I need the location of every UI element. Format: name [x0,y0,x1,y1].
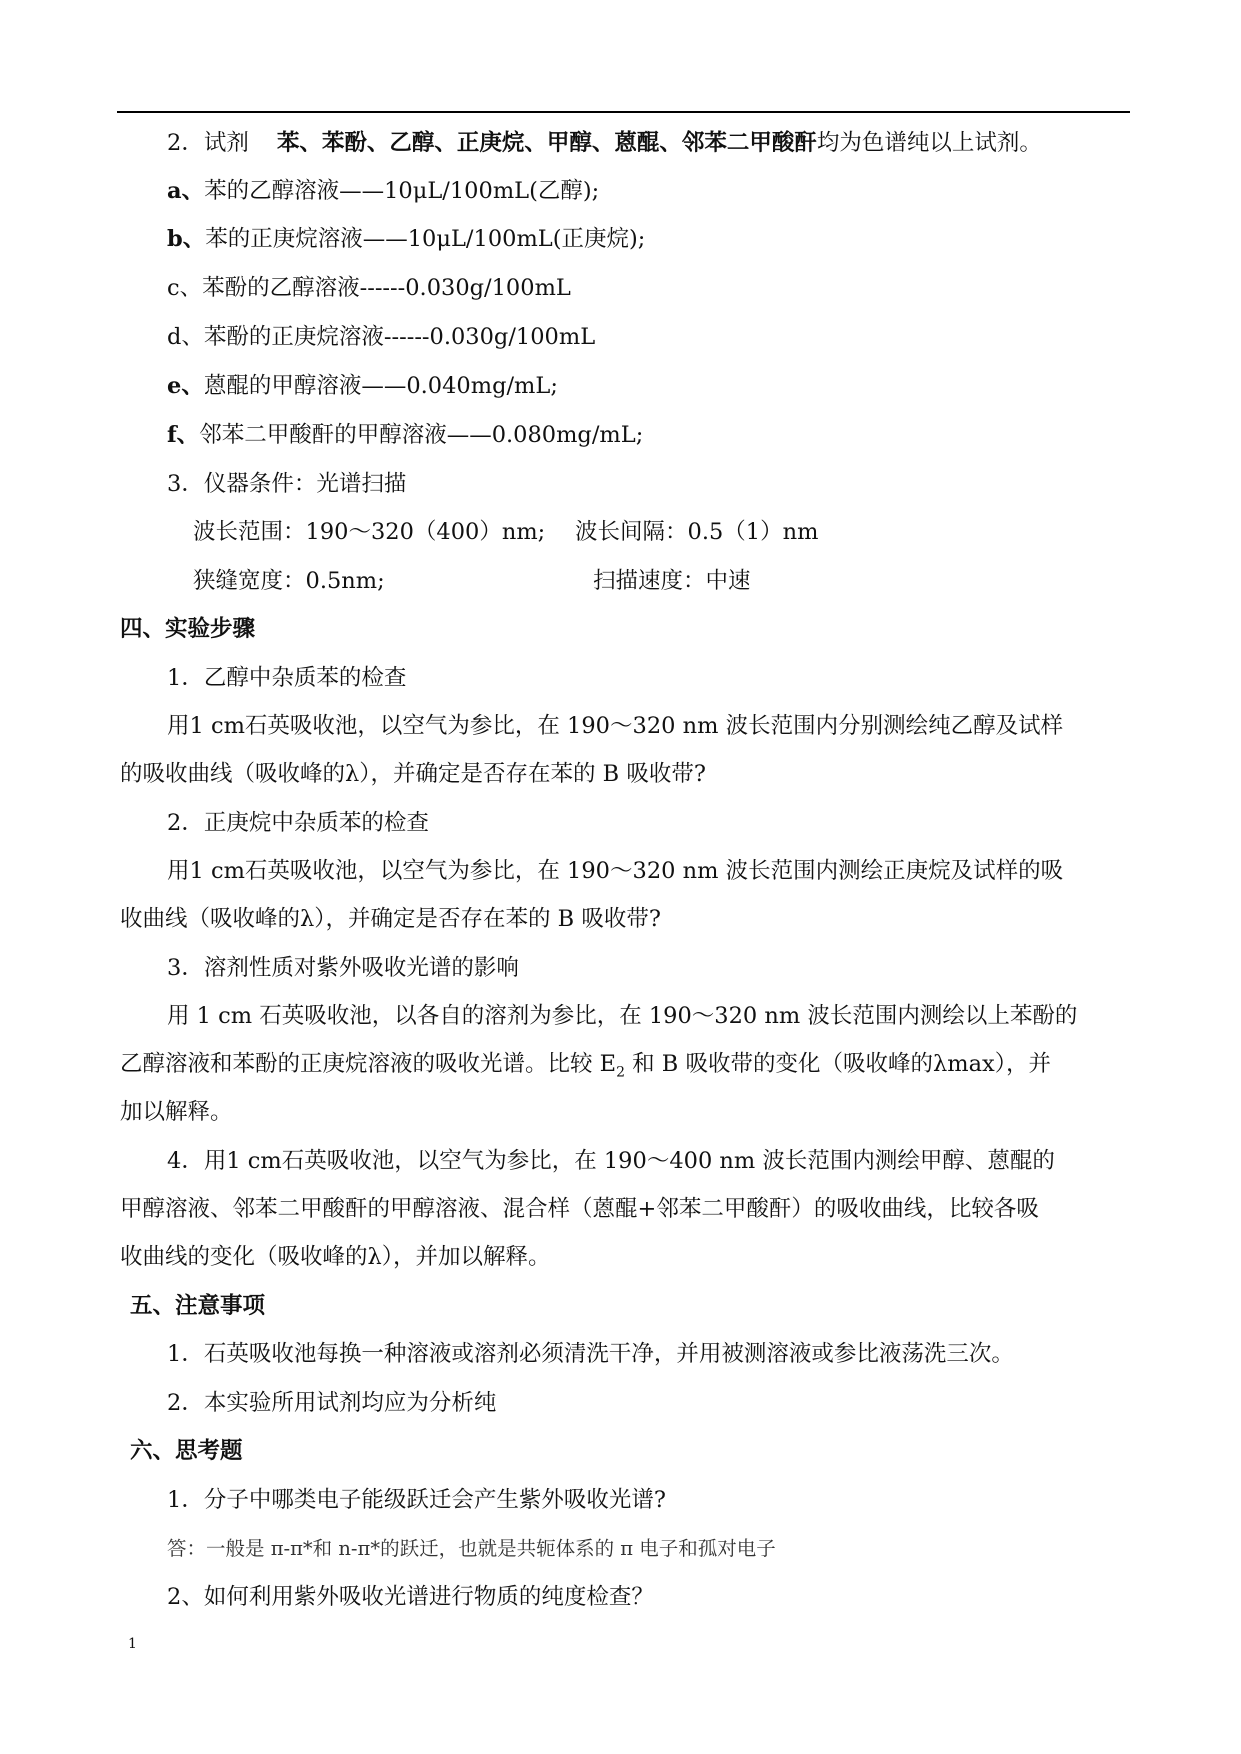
step1-text-cont: 的吸收曲线（吸收峰的λ），并确定是否存在苯的 B 吸收带? [120,761,706,787]
step3-text-end: 加以解释。 [120,1099,233,1125]
step2-text-cont: 收曲线（吸收峰的λ），并确定是否存在苯的 B 吸收带? [120,906,661,932]
reagent-item-e: e、蒽醌的甲醇溶液——0.040mg/mL; [167,373,558,399]
note-item-1: 1．石英吸收池每换一种溶液或溶剂必须清洗干净，并用被测溶液或参比液荡洗三次。 [167,1341,1014,1367]
reagent-item-f: f、邻苯二甲酸酐的甲醇溶液——0.080mg/mL; [167,422,644,448]
wavelength-interval: 波长间隔：0.5（1）nm [575,519,819,545]
reagent-item-c: c、苯酚的乙醇溶液------0.030g/100mL [167,275,571,301]
step1-text: 用1 cm石英吸收池，以空气为参比，在 190～320 nm 波长范围内分别测绘纯乙醇及试样 [167,713,1064,739]
answer-1: 答：一般是 π-π*和 n-π*的跃迁，也就是共轭体系的 π 电子和孤对电子 [167,1537,776,1560]
step4-text: 4．用1 cm石英吸收池，以空气为参比，在 190～400 nm 波长范围内测绘甲醇、蒽醌的 [167,1148,1055,1174]
section-heading-notes: 五、注意事项 [130,1293,266,1319]
step3-text: 用 1 cm 石英吸收池，以各自的溶剂为参比，在 190～320 nm 波长范围内测绘以上苯酚的 [167,1003,1078,1029]
question-1: 1．分子中哪类电子能级跃迁会产生紫外吸收光谱? [167,1487,666,1513]
step1-title: 1．乙醇中杂质苯的检查 [167,665,407,691]
scan-speed: 扫描速度：中速 [593,568,751,594]
section-heading-questions: 六、思考题 [130,1438,243,1464]
reagent-names: 苯、苯酚、乙醇、正庚烷、甲醇、蒽醌、邻苯二甲酸酐 [276,130,817,156]
section-heading-steps: 四、实验步骤 [120,616,256,642]
slit-width: 狭缝宽度：0.5nm; [193,568,385,594]
step3-title: 3．溶剂性质对紫外吸收光谱的影响 [167,955,519,981]
reagents-tail: 均为色谱纯以上试剂。 [816,130,1042,156]
wavelength-range: 波长范围：190～320（400）nm; [193,519,546,545]
step4-text-end: 收曲线的变化（吸收峰的λ），并加以解释。 [120,1244,551,1270]
step2-title: 2．正庚烷中杂质苯的检查 [167,810,429,836]
step4-text-cont: 甲醇溶液、邻苯二甲酸酐的甲醇溶液、混合样（蒽醌+邻苯二甲酸酐）的吸收曲线，比较各吸 [120,1196,1039,1222]
reagent-item-d: d、苯酚的正庚烷溶液------0.030g/100mL [167,324,596,350]
reagent-item-b: b、苯的正庚烷溶液——10μL/100mL(正庚烷); [167,226,646,252]
instrument-heading: 3．仪器条件：光谱扫描 [167,471,407,497]
page-number: 1 [128,1636,137,1652]
reagents-number: 2．试剂 [167,130,249,156]
reagent-item-a: a、苯的乙醇溶液——10μL/100mL(乙醇); [167,178,600,204]
step3-text-cont: 乙醇溶液和苯酚的正庚烷溶液的吸收光谱。比较 $E_2$ 和 B 吸收带的变化（吸收峰的λmax），并 [120,1051,1051,1081]
step2-text: 用1 cm石英吸收池，以空气为参比，在 190～320 nm 波长范围内测绘正庚烷及试样的吸 [167,858,1064,884]
question-2: 2、如何利用紫外吸收光谱进行物质的纯度检查？ [167,1584,654,1610]
reagents-line [167,128,1042,158]
header-rule [117,111,1130,113]
note-item-2: 2．本实验所用试剂均应为分析纯 [167,1390,497,1416]
